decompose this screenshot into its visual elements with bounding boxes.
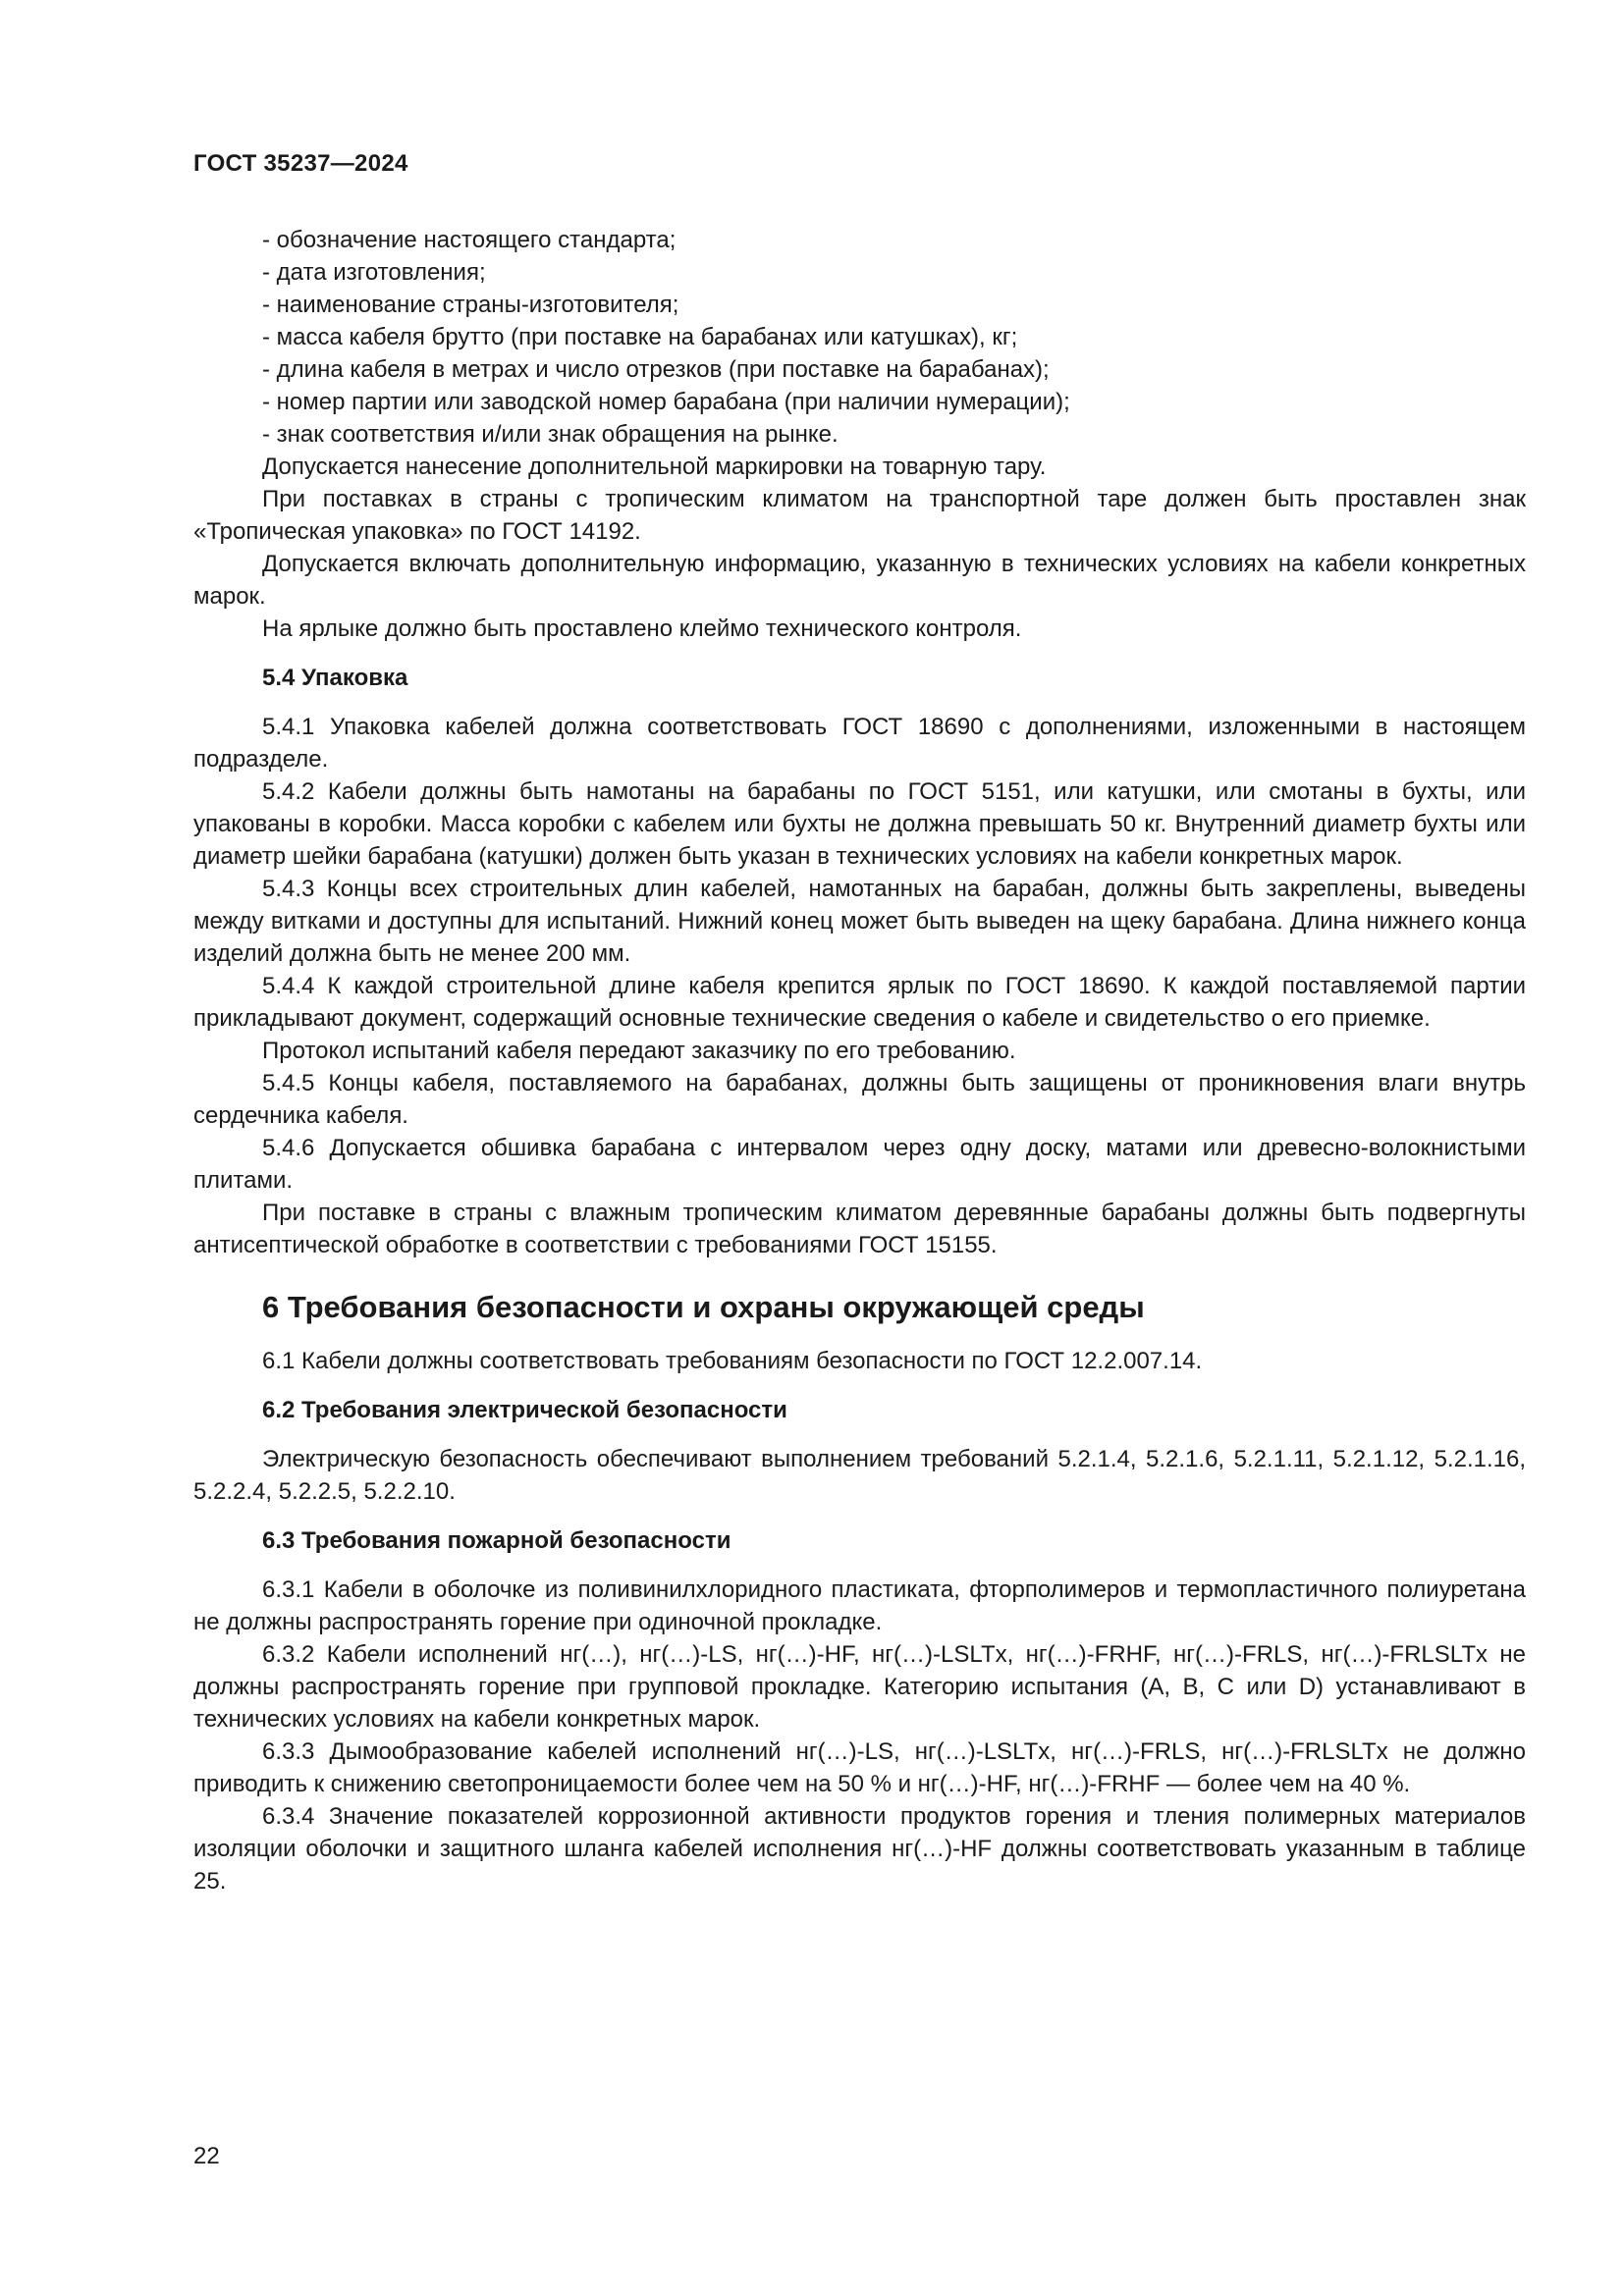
section-heading-6-3: 6.3 Требования пожарной безопасности — [262, 1527, 731, 1554]
section-heading-5-4: 5.4 Упаковка — [262, 665, 408, 691]
list-item: - масса кабеля брутто (при поставке на барабанах или катушках), кг; — [262, 324, 1018, 350]
list-item: - знак соответствия и/или знак обращения на рынке. — [262, 421, 839, 448]
paragraph: При поставках в страны с тропическим климатом на транспортной таре должен быть проставлен знак «Тропическая упаковка» по ГОСТ 14192. — [193, 486, 1526, 545]
list-item: - дата изготовления; — [262, 259, 486, 286]
paragraph: Допускается нанесение дополнительной маркировки на товарную тару. — [262, 454, 1047, 480]
paragraph-6-3-4: 6.3.4 Значение показателей коррозионной активности продуктов горения и тления полимерных материалов изоляции оболочки и защитного шланга кабелей исполнения нг(…)-HF должны соответствовать указанным в таблице 25. — [193, 1803, 1526, 1895]
list-item: - длина кабеля в метрах и число отрезков (при поставке на барабанах); — [262, 356, 1050, 383]
paragraph-5-4-2: 5.4.2 Кабели должны быть намотаны на барабаны по ГОСТ 5151, или катушки, или смотаны в бухты, или упакованы в коробки. Масса коробки с кабелем или бухты не должна превышать 50 кг. Внутренний диаметр бухты или диаметр шейки барабана (катушки) должен быть указан в технических условиях на кабели конкретных марок. — [193, 778, 1526, 870]
paragraph: При поставке в страны с влажным тропическим климатом деревянные барабаны должны быть подвергнуты антисептической обработке в соответствии с требованиями ГОСТ 15155. — [193, 1200, 1526, 1258]
document-page — [193, 0, 1526, 2296]
paragraph-6-2: Электрическую безопасность обеспечивают выполнением требований 5.2.1.4, 5.2.1.6, 5.2.1.11, 5.2.1.12, 5.2.1.16, 5.2.2.4, 5.2.2.5, 5.2.2.10. — [193, 1446, 1526, 1505]
document-header: ГОСТ 35237—2024 — [193, 150, 408, 177]
document-body — [193, 224, 1526, 1897]
paragraph: На ярлыке должно быть проставлено клеймо технического контроля. — [262, 615, 1022, 642]
marking-list — [193, 224, 1526, 451]
section-heading-6-2: 6.2 Требования электрической безопасности — [262, 1397, 787, 1423]
paragraph-5-4-4: 5.4.4 К каждой строительной длине кабеля крепится ярлык по ГОСТ 18690. К каждой поставляемой партии прикладывают документ, содержащий основные технические сведения о кабеле и свидетельство о его приемке. — [193, 973, 1526, 1032]
paragraph-5-4-3: 5.4.3 Концы всех строительных длин кабелей, намотанных на барабан, должны быть закреплены, выведены между витками и доступны для испытаний. Нижний конец может быть выведен на щеку барабана. Длина нижнего конца изделий должна быть не менее 200 мм. — [193, 876, 1526, 967]
list-item: - наименование страны-изготовителя; — [262, 292, 679, 318]
list-item: - номер партии или заводской номер барабана (при наличии нумерации); — [262, 389, 1070, 415]
page-number: 22 — [193, 2143, 220, 2169]
paragraph-5-4-5: 5.4.5 Концы кабеля, поставляемого на барабанах, должны быть защищены от проникновения влаги внутрь сердечника кабеля. — [193, 1070, 1526, 1129]
paragraph-6-3-3: 6.3.3 Дымообразование кабелей исполнений нг(…)-LS, нг(…)-LSLTx, нг(…)-FRLS, нг(…)-FRLSLTx не должно приводить к снижению светопроницаемости более чем на 50 % и нг(…)-HF, нг(…)-FRHF — более чем на 40 %. — [193, 1738, 1526, 1797]
list-item: - обозначение настоящего стандарта; — [262, 227, 677, 253]
paragraph-6-3-2: 6.3.2 Кабели исполнений нг(…), нг(…)-LS, нг(…)-HF, нг(…)-LSLTx, нг(…)-FRHF, нг(…)-FRLS, нг(…)-FRLSLTx не должны распространять горение при групповой прокладке. Категорию испытания (А, В, С или D) устанавливают в технических условиях на кабели конкретных марок. — [193, 1641, 1526, 1733]
paragraph-5-4-6: 5.4.6 Допускается обшивка барабана с интервалом через одну доску, матами или древесно-волокнистыми плитами. — [193, 1135, 1526, 1194]
paragraph-6-3-1: 6.3.1 Кабели в оболочке из поливинилхлоридного пластиката, фторполимеров и термопластичного полиуретана не должны распространять горение при одиночной прокладке. — [193, 1576, 1526, 1635]
paragraph-5-4-1: 5.4.1 Упаковка кабелей должна соответствовать ГОСТ 18690 с дополнениями, изложенными в настоящем подразделе. — [193, 714, 1526, 773]
paragraph: Протокол испытаний кабеля передают заказчику по его требованию. — [262, 1038, 1016, 1064]
section-heading-6: 6 Требования безопасности и охраны окружающей среды — [262, 1290, 1145, 1324]
paragraph-6-1: 6.1 Кабели должны соответствовать требованиям безопасности по ГОСТ 12.2.007.14. — [262, 1348, 1203, 1374]
paragraph: Допускается включать дополнительную информацию, указанную в технических условиях на кабели конкретных марок. — [193, 551, 1526, 610]
